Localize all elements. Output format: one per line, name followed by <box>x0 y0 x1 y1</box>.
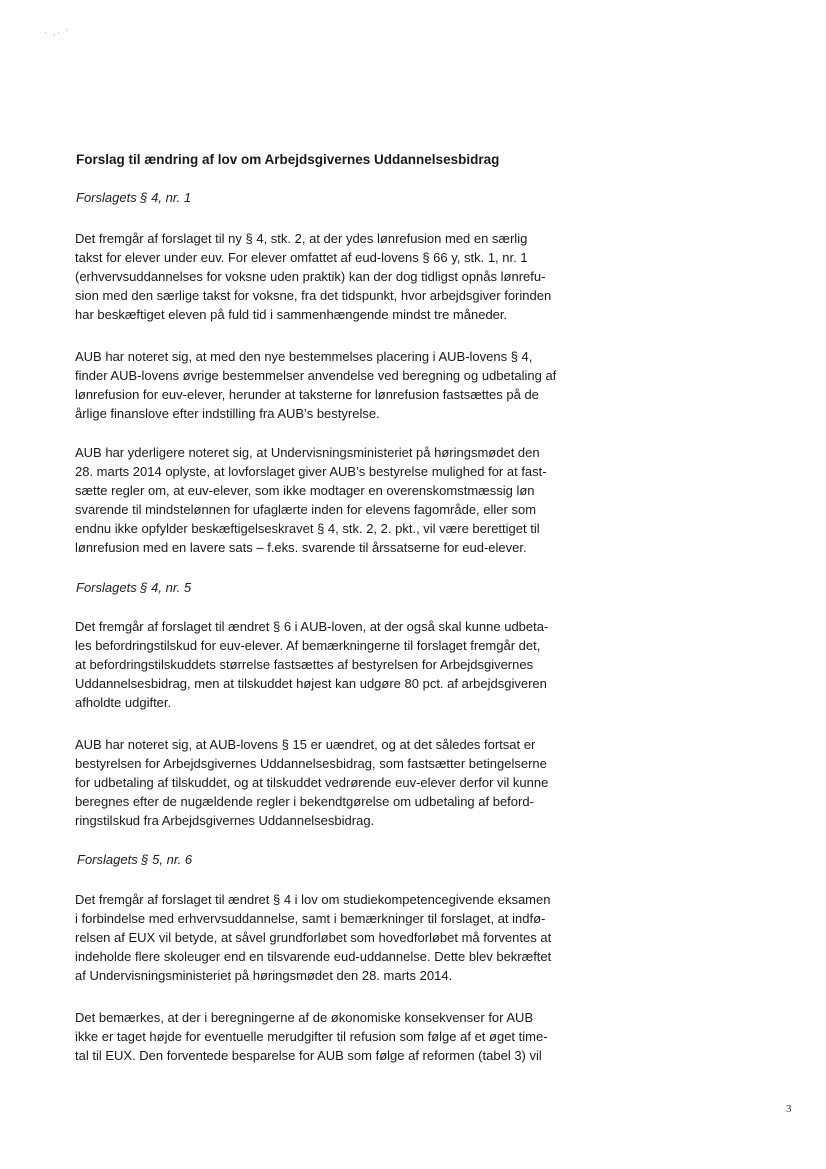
paragraph-line: indeholde flere skoleuger end en tilsvarende eud-uddannelse. Dette blev bekræftet <box>75 949 552 964</box>
paragraph-line: svarende til mindstelønnen for ufaglærte inden for elevens fagområde, eller som <box>75 502 537 517</box>
paragraph-1 <box>75 229 551 324</box>
paragraph-line: ikke er taget højde for eventuelle merudgifter til refusion som følge af et øget time- <box>75 1029 548 1044</box>
paragraph-line: endnu ikke opfylder beskæftigelseskravet § 4, stk. 2, 2. pkt., vil være berettiget til <box>75 521 540 536</box>
section-heading-5-6: Forslagets § 5, nr. 6 <box>77 852 193 867</box>
paragraph-line: beregnes efter de nugældende regler i bekendtgørelse om udbetaling af beford- <box>75 794 534 809</box>
paragraph-line: 28. marts 2014 oplyste, at lovforslaget giver AUB’s bestyrelse mulighed for at fast- <box>75 464 547 479</box>
paragraph-line: Det fremgår af forslaget til ændret § 4 i lov om studiekompetencegivende eksamen <box>75 892 551 907</box>
paragraph-line: for udbetaling af tilskuddet, og at tilskuddet vedrørende euv-elever derfor vil kunne <box>75 775 549 790</box>
scan-artifact: · ,· ′ <box>44 28 70 37</box>
paragraph-7 <box>75 1008 548 1065</box>
paragraph-line: Det bemærkes, at der i beregningerne af de økonomiske konsekvenser for AUB <box>75 1010 534 1025</box>
paragraph-line: AUB har noteret sig, at med den nye bestemmelses placering i AUB-lovens § 4, <box>75 349 533 364</box>
paragraph-line: Det fremgår af forslaget til ny § 4, stk. 2, at der ydes lønrefusion med en særlig <box>75 231 528 246</box>
paragraph-2 <box>75 347 556 423</box>
paragraph-3 <box>75 443 547 557</box>
paragraph-line: har beskæftiget eleven på fuld tid i sammenhængende mindst tre måneder. <box>75 307 508 322</box>
paragraph-line: Uddannelsesbidrag, men at tilskuddet højest kan udgøre 80 pct. af arbejdsgiveren <box>75 676 547 691</box>
paragraph-5 <box>75 735 548 830</box>
paragraph-line: af Undervisningsministeriet på høringsmødet den 28. marts 2014. <box>75 968 453 983</box>
page-number: 3 <box>786 1103 792 1115</box>
paragraph-line: sion med den særlige takst for voksne, fra det tidspunkt, hvor arbejdsgiver forinden <box>75 288 552 303</box>
paragraph-line: afholdte udgifter. <box>75 695 172 710</box>
section-heading-4-5: Forslagets § 4, nr. 5 <box>76 580 192 595</box>
paragraph-line: sætte regler om, at euv-elever, som ikke modtager en overenskomstmæssig løn <box>75 483 535 498</box>
paragraph-line: (erhvervsuddannelses for voksne uden praktik) kan der dog tidligst opnås lønrefu- <box>75 269 546 284</box>
paragraph-6 <box>75 890 551 985</box>
paragraph-line: les befordringstilskud for euv-elever. Af bemærkningerne til forslaget fremgår det, <box>75 638 541 653</box>
paragraph-line: finder AUB-lovens øvrige bestemmelser anvendelse ved beregning og udbetaling af <box>75 368 557 383</box>
paragraph-line: lønrefusion for euv-elever, herunder at taksterne for lønrefusion fastsættes på de <box>75 387 539 402</box>
paragraph-line: AUB har noteret sig, at AUB-lovens § 15 er uændret, og at det således fortsat er <box>75 737 536 752</box>
paragraph-line: takst for elever under euv. For elever omfattet af eud-lovens § 66 y, stk. 1, nr. 1 <box>75 250 528 265</box>
paragraph-line: AUB har yderligere noteret sig, at Undervisningsministeriet på høringsmødet den <box>75 445 540 460</box>
paragraph-line: at befordringstilskuddets størrelse fastsættes af bestyrelsen for Arbejdsgivernes <box>75 657 534 672</box>
paragraph-line: tal til EUX. Den forventede besparelse for AUB som følge af reformen (tabel 3) vil <box>75 1048 542 1063</box>
paragraph-line: ringstilskud fra Arbejdsgivernes Uddannelsesbidrag. <box>75 813 375 828</box>
paragraph-line: årlige finanslove efter indstilling fra AUB’s bestyrelse. <box>75 406 380 421</box>
paragraph-line: lønrefusion med en lavere sats – f.eks. svarende til årssatserne for eud-elever. <box>75 540 527 555</box>
paragraph-line: i forbindelse med erhvervsuddannelse, samt i bemærkninger til forslaget, at indfø- <box>75 911 546 926</box>
document-title: Forslag til ændring af lov om Arbejdsgivernes Uddannelsesbidrag <box>76 152 500 167</box>
section-heading-4-1: Forslagets § 4, nr. 1 <box>76 190 192 205</box>
paragraph-line: bestyrelsen for Arbejdsgivernes Uddannelsesbidrag, som fastsætter betingelserne <box>75 756 547 771</box>
paragraph-line: Det fremgår af forslaget til ændret § 6 i AUB-loven, at der også skal kunne udbeta- <box>75 619 549 634</box>
paragraph-line: relsen af EUX vil betyde, at såvel grundforløbet som hovedforløbet må forventes at <box>75 930 552 945</box>
paragraph-4 <box>75 617 548 712</box>
